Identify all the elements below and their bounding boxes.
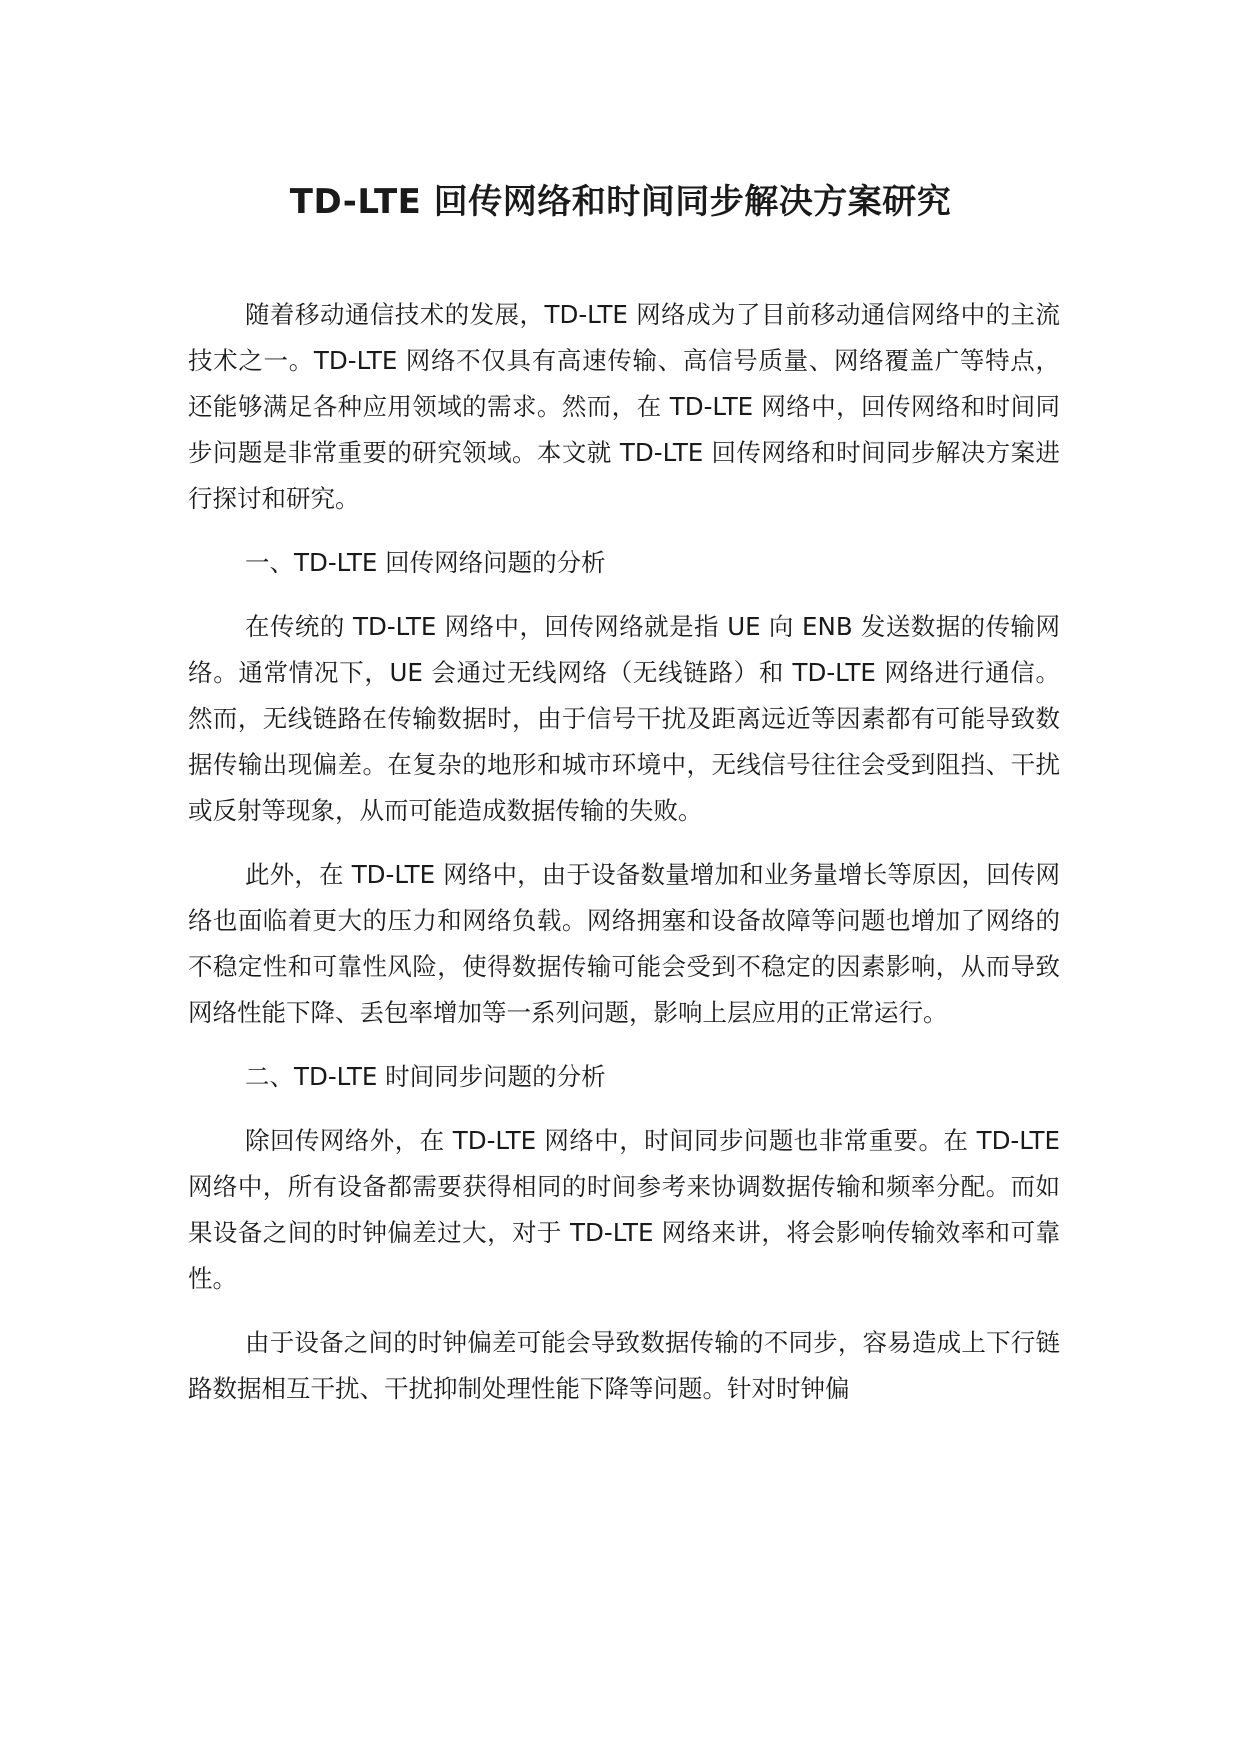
section-heading-1: 一、TD-LTE 回传网络问题的分析 — [245, 548, 606, 577]
section-heading-2: 二、TD-LTE 时间同步问题的分析 — [245, 1062, 606, 1091]
document-title: TD-LTE 回传网络和时间同步解决方案研究 — [289, 182, 952, 222]
paragraph-backhaul-1: 在传统的 TD-LTE 网络中，回传网络就是指 UE 向 ENB 发送数据的传输网络。通常情况下，UE 会通过无线网络（无线链路）和 TD-LTE 网络进行通信。然而，无线链路在传输数据时，由于信号干扰及距离远近等因素都有可能导致数据传输出现偏差。在复杂的地形和城市环境中，无线信号往往会受到阻挡、干扰或反射等现象，从而可能造成数据传输的失败。 — [188, 612, 1060, 825]
paragraph-backhaul-2: 此外，在 TD-LTE 网络中，由于设备数量增加和业务量增长等原因，回传网络也面临着更大的压力和网络负载。网络拥塞和设备故障等问题也增加了网络的不稳定性和可靠性风险，使得数据传输可能会受到不稳定的因素影响，从而导致网络性能下降、丢包率增加等一系列问题，影响上层应用的正常运行。 — [188, 860, 1060, 1027]
paragraph-intro: 随着移动通信技术的发展，TD-LTE 网络成为了目前移动通信网络中的主流技术之一。TD-LTE 网络不仅具有高速传输、高信号质量、网络覆盖广等特点，还能够满足各种应用领域的需求。然而，在 TD-LTE 网络中，回传网络和时间同步问题是非常重要的研究领域。本文就 TD-LTE 回传网络和时间同步解决方案进行探讨和研究。 — [188, 300, 1060, 513]
paragraph-sync-1: 除回传网络外，在 TD-LTE 网络中，时间同步问题也非常重要。在 TD-LTE 网络中，所有设备都需要获得相同的时间参考来协调数据传输和频率分配。而如果设备之间的时钟偏差过大，对于 TD-LTE 网络来讲，将会影响传输效率和可靠性。 — [188, 1126, 1060, 1293]
paragraph-sync-2: 由于设备之间的时钟偏差可能会导致数据传输的不同步，容易造成上下行链路数据相互干扰、干扰抑制处理性能下降等问题。针对时钟偏 — [188, 1328, 1060, 1403]
document-body — [188, 292, 1060, 1430]
